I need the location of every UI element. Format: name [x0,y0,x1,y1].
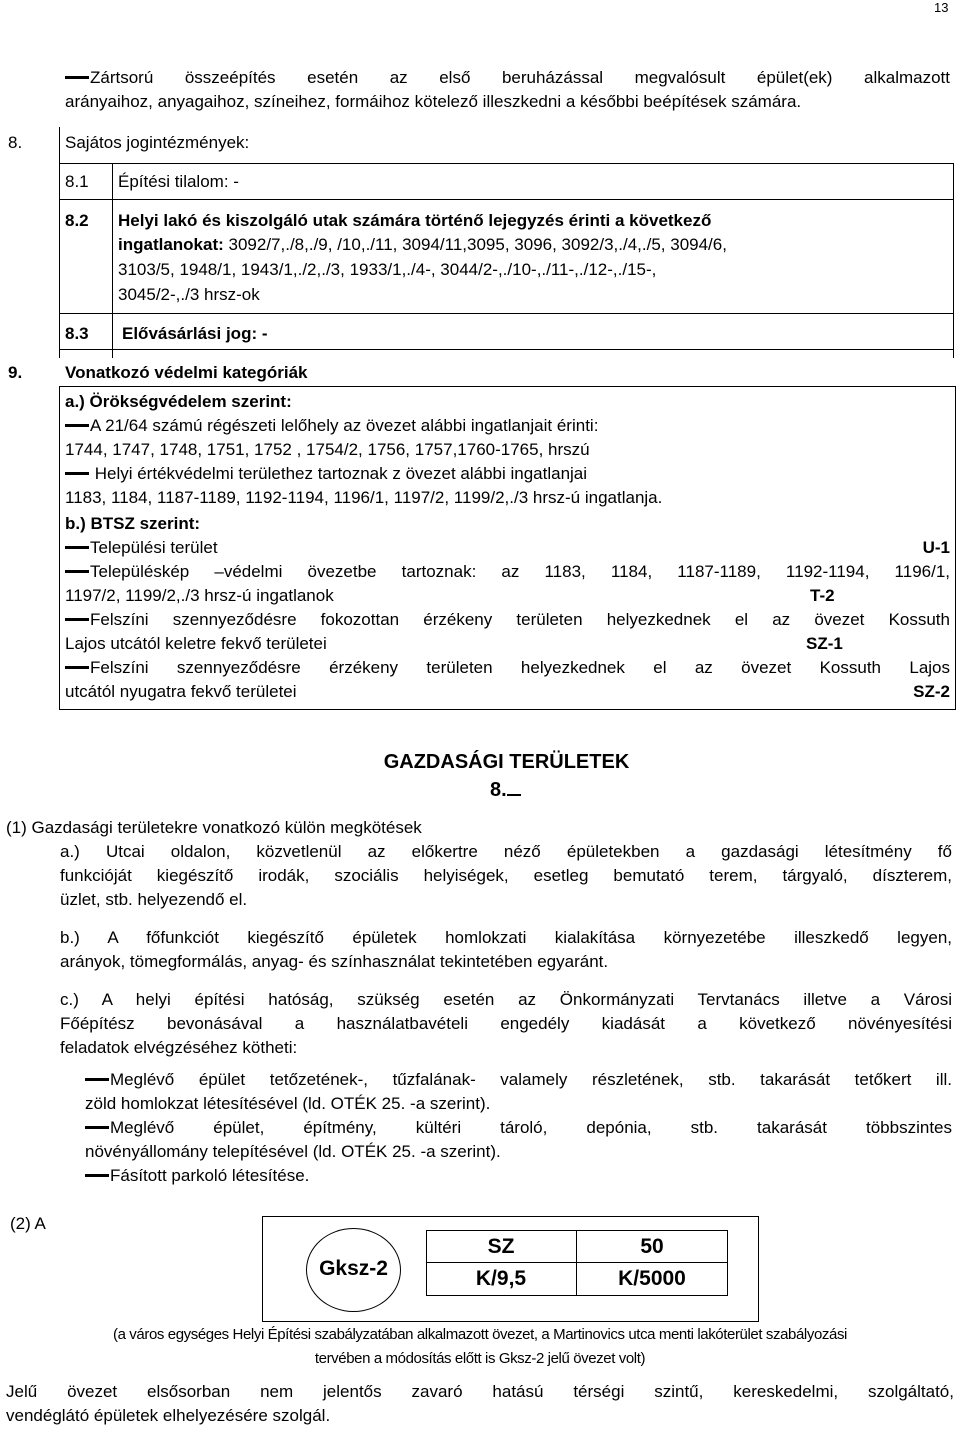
zone-caption-line-2: tervében a módosítás előtt is Gksz-2 jelű övezet volt) [314,1350,646,1367]
btsz-code-sz1: SZ-1 [806,634,843,653]
zone-cell-k-9-5: K/9,5 [475,1267,527,1290]
zone-caption-line-1: (a város egységes Helyi Építési szabályzatában alkalmazott övezet, a Martinovics utca menti lakóterület szabályozási [113,1326,847,1343]
section-heading: GAZDASÁGI TERÜLETEK [383,751,630,773]
section-9-number: 9. [8,363,23,382]
planting-item-1-line-2: zöld homlokzat létesítésével (ld. OTÉK 25. -a szerint). [85,1094,491,1113]
para-c-line-3: feladatok elvégzéséhez kötheti: [60,1038,298,1057]
section-8-3-text: Elővásárlási jog: - [122,324,268,343]
btsz-code-u1: U-1 [922,538,950,557]
para-c-line-2: Főépítész bevonásával a használatbavételi engedély kiadását a következő növényesítési [60,1014,952,1033]
section-8-1-text: Építési tilalom: - [118,172,239,191]
bullet-dash-icon [85,1078,109,1081]
bullet-dash-icon [65,666,89,669]
planting-item-2-line-1: Meglévő épület, építmény, kültéri tároló, depónia, stb. takarását többszintes [85,1116,952,1140]
heritage-line-4: 1183, 1184, 1187-1189, 1192-1194, 1196/1, 1197/2, 1199/2,./3 hrsz-ú ingatlanja. [65,488,663,507]
bullet-dash-icon [85,1174,109,1177]
section-9-title: Vonatkozó védelmi kategóriák [65,363,308,382]
section-8-1-number: 8.1 [65,172,89,191]
btsz-code-sz2: SZ-2 [913,682,950,701]
zone-name: Gksz-2 [319,1257,388,1280]
btsz-line-2: Településkép –védelmi övezetbe tartoznak: az 1183, 1184, 1187-1189, 1192-1194, 1196/1, [65,560,950,584]
closing-line-2: vendéglátó épületek elhelyezésére szolgál. [6,1406,331,1425]
para-b-line-1: b.) A főfunkciót kiegészítő épületek homlokzati kialakítása környezetébe illeszkedő legyen, [60,928,952,947]
bullet-dash-icon [65,570,89,573]
para-a-line-3: üzlet, stb. helyezendő el. [60,890,248,909]
planting-item-2-line-2: növényállomány telepítésével (ld. OTÉK 25. -a szerint). [85,1142,501,1161]
section-8-2-number: 8.2 [65,211,89,230]
btsz-line-3: 1197/2, 1199/2,./3 hrsz-ú ingatlanok [65,586,334,605]
para-c-line-1: c.) A helyi építési hatóság, szükség esetén az Önkormányzati Tervtanács illetve a Városi [60,990,952,1009]
zone-cell-50: 50 [640,1235,664,1258]
zone-cell-sz: SZ [487,1235,515,1258]
section-8-number: 8. [8,133,23,152]
para-a-line-2: funkcióját kiegészítő irodák, szociális helyiségek, esetleg bemutató terem, tárgyaló, díszterem, [60,866,952,885]
btsz-line-5: Lajos utcától keletre fekvő területei [65,634,327,653]
table-rule [59,313,954,314]
btsz-heading: b.) BTSZ szerint: [65,514,201,533]
zone-grid-horizontal [426,1262,728,1263]
btsz-line-7: utcától nyugatra fekvő területei [65,682,297,701]
section-8-2-line-1: Helyi lakó és kiszolgáló utak számára történő lejegyzés érinti a következő [118,211,712,230]
btsz-line-6: Felszíni szennyeződésre érzékeny területen helyezkednek el az övezet Kossuth Lajos [65,656,950,680]
table-inner-divider [112,163,113,358]
table-border-left [59,127,60,358]
table-border-right [953,163,954,358]
top-para-line-1: Zártsorú összeépítés esetén az első beruházással megvalósult épület(ek) alkalmazott [65,66,950,90]
heritage-heading: a.) Örökségvédelem szerint: [65,392,292,411]
para-a-line-1: a.) Utcai oldalon, közvetlenül az előkertre néző épületekben a gazdasági létesítmény fő [60,842,952,861]
heritage-line-1: A 21/64 számú régészeti lelőhely az övezet alábbi ingatlanjait érinti: [65,414,598,438]
closing-line-1: Jelű övezet elsősorban nem jelentős zavaró hatású térségi szintű, kereskedelmi, szolgáltató, [6,1382,954,1401]
bullet-dash-icon [65,546,89,549]
section-8-3-number: 8.3 [65,324,89,343]
bullet-dash-icon [65,76,89,79]
section-8-2-line-2: ingatlanokat: 3092/7,./8,./9, /10,./11, 3094/11,3095, 3096, 3092/3,./4,./5, 3094/6, [118,235,727,254]
heritage-line-3: Helyi értékvédelmi területhez tartoznak z övezet alábbi ingatlanjai [65,462,587,486]
page-number: 13 [934,0,949,15]
btsz-code-t2: T-2 [810,586,835,605]
table-rule [59,349,954,350]
top-para-line-2: arányaihoz, anyagaihoz, színeihez, formáihoz kötelező illeszkedni a későbbi beépítések számára. [65,92,802,111]
section-8-title: Sajátos jogintézmények: [65,133,250,152]
table-rule [59,163,954,164]
bullet-dash-icon [85,1126,109,1129]
planting-item-1-line-1: Meglévő épület tetőzetének-, tűzfalának- valamely részletének, stb. takarását tetőkert ill. [85,1068,952,1092]
section-8-2-line-4: 3045/2-,./3 hrsz-ok [118,285,260,304]
bullet-dash-icon [65,618,89,621]
bullet-dash-icon [65,424,89,427]
section-heading-number: 8. [490,776,521,804]
btsz-line-1: Települési terület [65,536,218,560]
paragraph-2-heading: (2) A [10,1214,46,1233]
bullet-dash-icon [65,472,89,475]
paragraph-1-heading: (1) Gazdasági területekre vonatkozó külön megkötések [6,818,422,837]
planting-item-3: Fásított parkoló létesítése. [85,1164,309,1188]
btsz-line-4: Felszíni szennyeződésre fokozottan érzékeny területen helyezkednek el az övezet Kossuth [65,608,950,632]
zone-cell-k-5000: K/5000 [618,1267,686,1290]
para-b-line-2: arányok, tömegformálás, anyag- és színhasználat tekintetében egyaránt. [60,952,609,971]
heritage-line-2: 1744, 1747, 1748, 1751, 1752 , 1754/2, 1756, 1757,1760-1765, hrszú [65,440,590,459]
table-rule [59,199,954,200]
section-8-2-line-3: 3103/5, 1948/1, 1943/1,./2,./3, 1933/1,./4-, 3044/2-,./10-,./11-,./12-,./15-, [118,260,657,279]
